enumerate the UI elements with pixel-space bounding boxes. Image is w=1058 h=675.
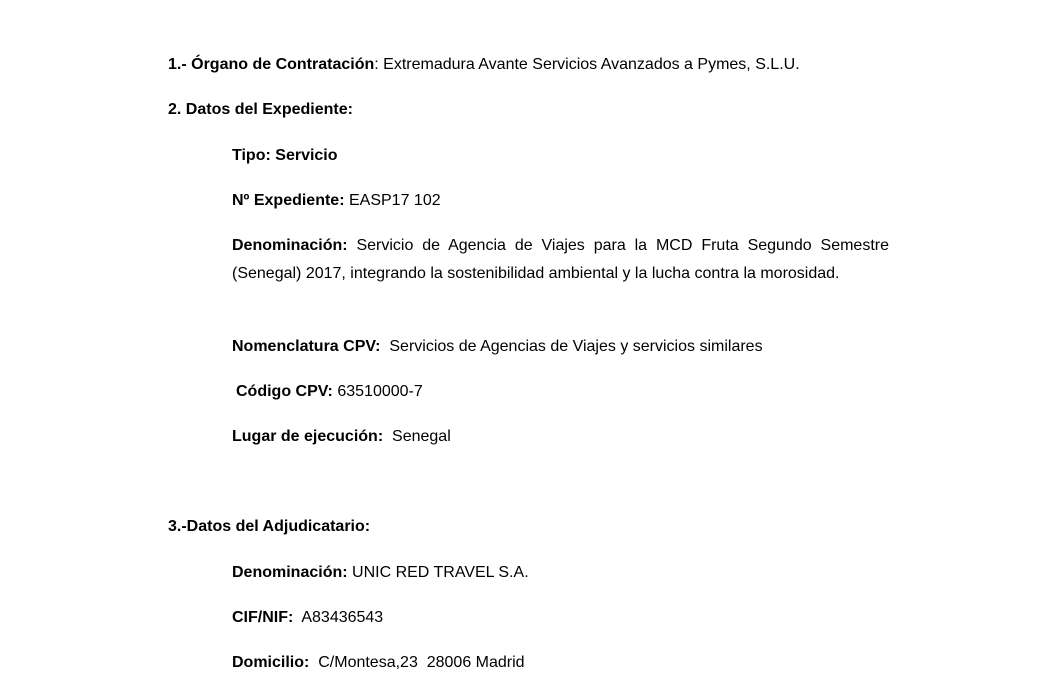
file-number-label: Nº Expediente:: [232, 192, 345, 209]
execution-place-label: Lugar de ejecución:: [232, 428, 384, 445]
type-label: Tipo:: [232, 147, 271, 164]
address-label: Domicilio:: [232, 654, 310, 671]
awardee-name-label: Denominación:: [232, 564, 348, 581]
contracting-body-line: [168, 54, 800, 76]
tax-id-line: [232, 607, 383, 629]
awardee-name-line: [232, 562, 529, 584]
cpv-nomenclature-line: [232, 336, 763, 358]
tax-id-value: A83436543: [301, 609, 384, 626]
denomination-value: Servicio de Agencia de Viajes para la MCD Fruta Segundo Semestre (Senegal) 2017, integrando la sostenibilidad ambiental y la lucha contra la morosidad.: [232, 237, 889, 282]
cpv-code-label: Código CPV:: [236, 383, 333, 400]
cpv-code-value: 63510000-7: [337, 383, 423, 400]
type-line: [232, 145, 338, 167]
file-number-value: EASP17 102: [348, 192, 441, 209]
cpv-nomenclature-value: Servicios de Agencias de Viajes y servicios similares: [389, 338, 763, 355]
cpv-nomenclature-label: Nomenclatura CPV:: [232, 338, 381, 355]
type-value: Servicio: [275, 147, 338, 164]
address-line: [232, 652, 525, 674]
address-value: C/Montesa,23 28006 Madrid: [318, 654, 525, 671]
file-number-line: [232, 190, 441, 212]
tax-id-label: CIF/NIF:: [232, 609, 294, 626]
awardee-heading: 3.-Datos del Adjudicatario:: [168, 518, 371, 535]
execution-place-line: [232, 426, 451, 448]
execution-place-value: Senegal: [392, 428, 451, 445]
awardee-name-value: UNIC RED TRAVEL S.A.: [352, 564, 529, 581]
file-data-heading: 2. Datos del Expediente:: [168, 101, 353, 118]
cpv-code-line: [236, 381, 423, 403]
contracting-body-value: Extremadura Avante Servicios Avanzados a Pymes, S.L.U.: [383, 56, 800, 73]
contracting-body-label: 1.- Órgano de Contratación: [168, 56, 375, 73]
denomination-paragraph: [232, 232, 889, 287]
contracting-body-colon: :: [374, 56, 384, 73]
denomination-label: Denominación:: [232, 237, 348, 254]
